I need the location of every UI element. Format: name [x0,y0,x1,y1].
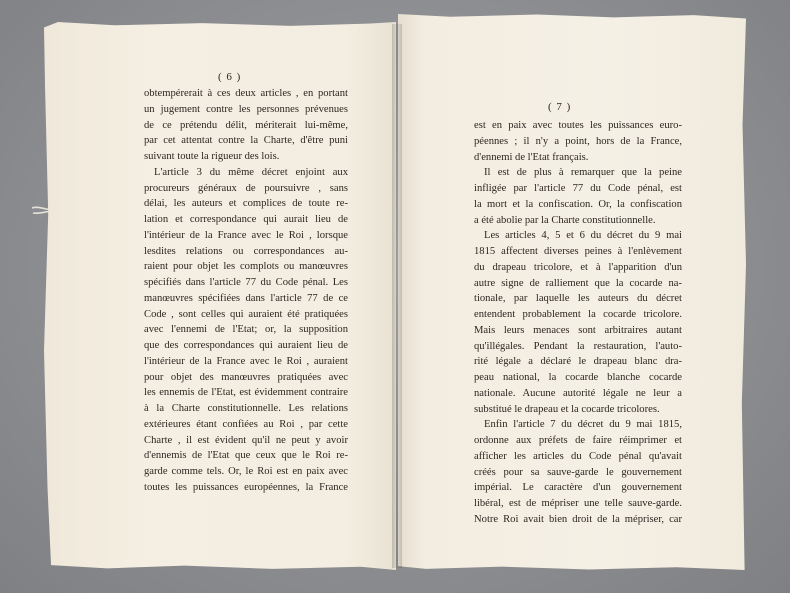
text-line: obtempérerait à ces deux articles , en portant [144,88,348,99]
text-line: Enfin l'article 7 du décret du 9 mai 1815, [484,419,682,431]
text-line: nationale. Aucune autorité légale ne leur a [474,387,682,399]
text-line: Mais leurs menaces sont arbitraires autant [474,324,682,336]
text-line: infligée par l'article 77 du Code pénal, est [474,183,682,194]
text-line: afficher les articles du Code pénal qu'avait [474,450,682,462]
text-line: Notre Roi avait bien droit de la mépriser, car [474,513,682,525]
text-line: entendent probablement la cocarde tricolore. [474,309,682,320]
text-line: extérieures étant confiées au Roi , par cette [144,418,348,430]
page-number-right: ( 7 ) [548,101,572,113]
text-line: du drapeau tricolore, et à l'apparition d'un [474,261,682,273]
text-line: tionale, par laquelle les auteurs du décret [474,293,682,305]
right-page-text [474,118,682,528]
text-line: raient pour objet les complots ou manœuvres [144,261,348,273]
text-line: péennes ; il n'y a point, hors de la France, [474,135,682,147]
text-line: peau national, la cocarde blanche cocarde [474,372,682,383]
text-line: à la Charte constitutionnelle. Les relations [144,403,348,414]
text-line: substitué le drapeau et la cocarde tricolores. [474,403,660,415]
text-line: avec l'ennemi de l'Etat; or, la supposition [144,324,348,336]
text-line: toutes les puissances européennes, la France [144,481,348,493]
text-line: pour objet des manœuvres pratiquées avec [144,371,348,383]
text-line: est en paix avec toutes les puissances euro- [474,120,682,131]
text-line: manœuvres spécifiées dans l'article 77 de ce [144,292,348,304]
text-line: lation et correspondance qui aurait lieu de [144,214,348,225]
text-line: L'article 3 du même décret enjoint aux [154,166,348,178]
text-line: d'ennemi de l'Etat français. [474,151,589,163]
text-line: Code , sont celles qui auraient été pratiquées [144,308,348,320]
left-page-text [144,86,348,496]
page-number-left: ( 6 ) [218,71,242,83]
text-line: Il est de plus à remarquer que la peine [484,167,682,179]
book-gutter [392,24,402,568]
text-line: a été abolie par la Charte constitutionnelle. [474,214,656,226]
text-line: ordonne aux préfets de faire réimprimer et [474,435,682,446]
text-line: spécifiés dans l'article 77 du Code pénal. Les [144,277,348,288]
text-line: qu'illégales. Pendant la restauration, l'auto- [474,340,682,352]
text-line: les ennemis de l'Etat, est évidemment contraire [144,387,348,399]
text-line: autre signe de ralliement que la cocarde na- [474,277,682,289]
text-line: rité légale a déclaré le drapeau blanc dra- [474,356,682,368]
text-line: la mort et la confiscation. Or, la confiscation [474,198,682,210]
text-line: Charte , il est évident qu'il ne peut y avoir [144,434,348,446]
text-line: d'ennemis de l'Etat que ceux que le Roi re- [144,450,348,462]
text-line: que des correspondances qui auraient lieu de [144,340,348,351]
text-line: Les articles 4, 5 et 6 du décret du 9 mai [484,230,682,242]
text-line: libéral, est de mépriser une telle sauve-garde. [474,498,682,509]
text-line: lesdites relations ou correspondances au- [144,245,348,257]
text-line: un jugement contre les personnes prévenues [144,103,348,115]
text-line: l'intérieur de la France avec le Roi , lorsque [144,229,348,241]
text-line: par cet attentat contre la Charte, d'être puni [144,135,348,147]
text-line: de ce prétendu délit, mériterait lui-même, [144,119,348,131]
text-line: créés pour sa sauve-garde le gouvernement [474,466,682,478]
text-line: procureurs généraux de poursuivre , sans [144,182,348,194]
text-line: l'intérieur de la France avec le Roi , auraient [144,355,348,367]
text-line: délai, les auteurs et complices de toute re- [144,198,348,210]
text-line: impérial. Le caractère d'un gouvernement [474,482,682,494]
text-line: garde comme tels. Or, le Roi est en paix avec [144,466,348,477]
text-line: 1815 affectent diverses peines à l'enlèvement [474,246,682,257]
text-line: suivant toute la rigueur des lois. [144,151,280,162]
